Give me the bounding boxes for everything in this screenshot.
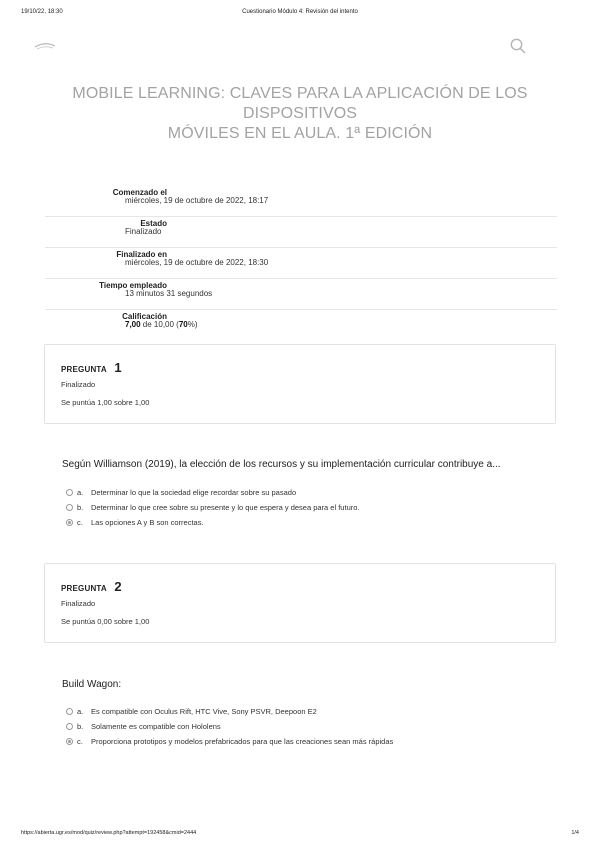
question-label: PREGUNTA (61, 584, 107, 593)
course-title (40, 84, 560, 144)
radio-icon[interactable] (66, 723, 73, 730)
summary-label: Tiempo empleado (99, 281, 167, 290)
radio-icon[interactable] (66, 489, 73, 496)
summary-value: 13 minutos 31 segundos (125, 289, 213, 298)
question-text-1: Según Williamson (2019), la elección de los recursos y su implementación curricular contribuye a... (62, 459, 501, 470)
print-date: 19/10/22, 18:30 (21, 9, 63, 15)
logo-icon[interactable] (33, 38, 57, 52)
option-text: Determinar lo que cree sobre su presente y lo que espera y desea para el futuro. (91, 503, 360, 512)
option-text: Proporciona prototipos y modelos prefabricados para que las creaciones sean más rápidas (91, 737, 394, 746)
summary-value: Finalizado (125, 227, 162, 236)
question-info-2 (44, 563, 556, 643)
radio-selected-icon[interactable] (66, 519, 73, 526)
summary-row-finished (45, 247, 557, 278)
question-heading (61, 578, 122, 596)
print-title: Cuestionario Módulo 4: Revisión del intento (242, 9, 358, 15)
summary-row-started (45, 186, 557, 216)
radio-icon[interactable] (66, 504, 73, 511)
question-grade: Se puntúa 0,00 sobre 1,00 (61, 617, 150, 626)
grade-end: %) (187, 320, 198, 329)
summary-label: Finalizado en (116, 250, 167, 259)
question-number: 2 (114, 579, 122, 594)
option-text: Solamente es compatible con Hololens (91, 722, 221, 731)
option-letter: c. (77, 518, 83, 527)
attempt-summary (45, 186, 557, 340)
summary-value: miércoles, 19 de octubre de 2022, 18:30 (125, 258, 269, 267)
summary-value: miércoles, 19 de octubre de 2022, 18:17 (125, 196, 269, 205)
question-grade: Se puntúa 1,00 sobre 1,00 (61, 398, 150, 407)
radio-icon[interactable] (66, 708, 73, 715)
summary-label: Estado (140, 219, 167, 228)
option-text: Determinar lo que la sociedad elige recordar sobre su pasado (91, 488, 297, 497)
option-letter: b. (77, 503, 84, 512)
print-url: https://abierta.ugr.es/mod/quiz/review.php?attempt=192458&cmid=2444 (21, 830, 197, 836)
grade-score: 7,00 (125, 320, 141, 329)
grade-value (125, 320, 198, 329)
option-text: Las opciones A y B son correctas. (91, 518, 204, 527)
question-heading (61, 359, 122, 377)
question-number: 1 (114, 360, 122, 375)
grade-middle: de 10,00 ( (140, 320, 179, 329)
question-state: Finalizado (61, 380, 96, 389)
grade-percent: 70 (178, 320, 188, 329)
option-letter: a. (77, 707, 84, 716)
option-text: Es compatible con Oculus Rift, HTC Vive, Sony PSVR, Deepoon E2 (91, 707, 317, 716)
summary-row-state (45, 216, 557, 247)
summary-label: Comenzado el (112, 188, 167, 197)
print-header (0, 9, 600, 21)
question-label: PREGUNTA (61, 365, 107, 374)
course-title-line1: MOBILE LEARNING: CLAVES PARA LA APLICACIÓN DE LOS DISPOSITIVOS (72, 85, 528, 122)
option-letter: c. (77, 737, 83, 746)
question-info-1 (44, 344, 556, 424)
question-state: Finalizado (61, 599, 96, 608)
summary-row-time (45, 278, 557, 309)
print-page-number: 1/4 (571, 830, 579, 836)
search-icon[interactable] (508, 36, 528, 56)
option-letter: a. (77, 488, 84, 497)
course-title-line2: MÓVILES EN EL AULA. 1ª EDICIÓN (167, 125, 433, 142)
option-letter: b. (77, 722, 84, 731)
radio-selected-icon[interactable] (66, 738, 73, 745)
summary-row-grade (45, 309, 557, 340)
summary-label: Calificación (122, 312, 167, 321)
question-text-2: Build Wagon: (62, 679, 122, 690)
